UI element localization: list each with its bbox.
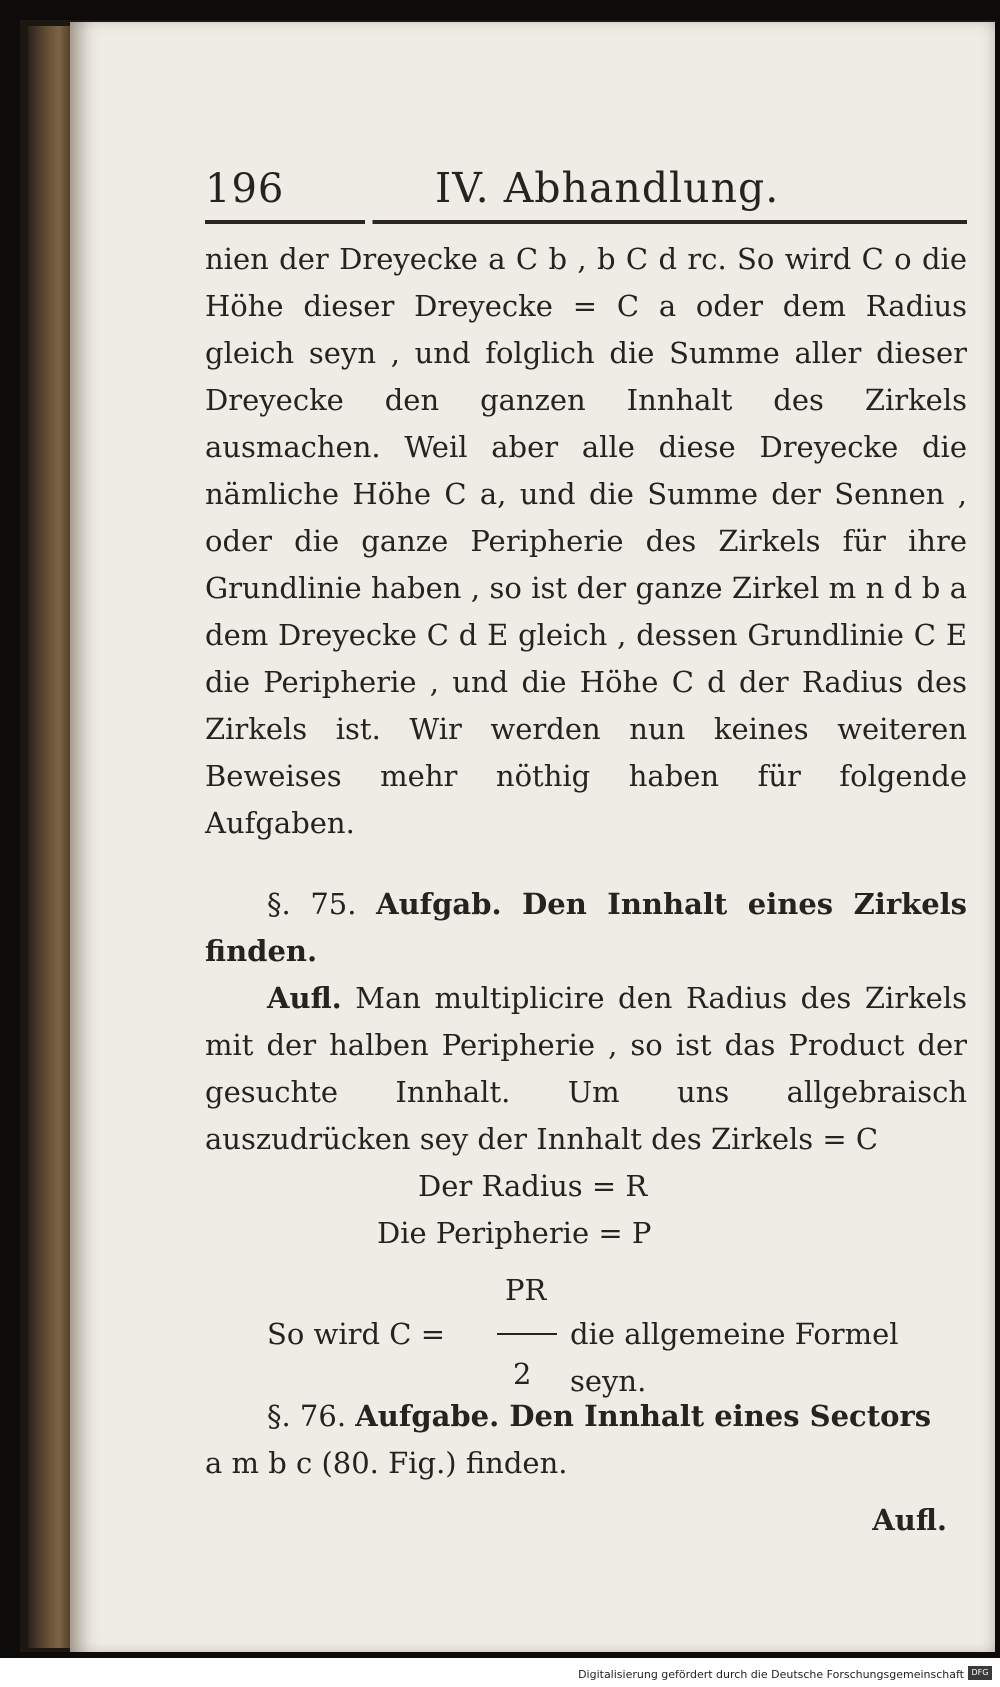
page-header (205, 152, 967, 214)
equation-peripherie: Die Peripherie = P (377, 1216, 652, 1250)
solution-label: Aufl. (267, 981, 342, 1015)
formula-numerator: PR (505, 1273, 547, 1307)
area-formula (205, 1263, 967, 1398)
page-number: 196 (205, 166, 285, 212)
formula-left: So wird C = (267, 1317, 445, 1351)
equation-radius: Der Radius = R (418, 1169, 648, 1203)
page-body (205, 236, 967, 1544)
dfg-logo: DFG (968, 1666, 992, 1680)
book-spine-edge (28, 26, 72, 1648)
section-75-number: §. 75. (267, 887, 357, 921)
page-content (205, 152, 967, 1544)
formula-right: die allgemeine Formel seyn. (570, 1317, 899, 1398)
section-76-continuation: a m b c (80. Fig.) finden. (205, 1446, 568, 1480)
fraction-bar (497, 1333, 557, 1335)
section-76-number: §. 76. (267, 1399, 347, 1433)
section-75-heading (205, 881, 967, 975)
equation-peripherie-line (205, 1210, 967, 1257)
solution-text: Man multiplicire den Radius des Zirkels mit der halben Peripherie , so ist das Product der gesuchte Innhalt. Um uns allgebraisch auszudrücken sey der Innhalt des Zirkels = C (205, 981, 968, 1156)
section-75-title: Aufgab. Den Innhalt eines Zirkels finden. (205, 887, 967, 968)
equation-radius-line (205, 1163, 967, 1210)
header-rule (205, 220, 967, 224)
section-76-title: Aufgabe. Den Innhalt eines Sectors (355, 1399, 932, 1433)
catchword: Aufl. (872, 1503, 947, 1537)
formula-denominator: 2 (513, 1357, 532, 1391)
book-page (70, 22, 995, 1652)
running-title: IV. Abhandlung. (435, 164, 780, 212)
digitization-footer (0, 1658, 1000, 1687)
paragraph-proof: nien der Dreyecke a C b , b C d rc. So wird C o die Höhe dieser Dreyecke = C a oder dem Radius gleich seyn , und folglich die Summe aller dieser Dreyecke den ganzen Innhalt des Zirkels ausmachen. Weil aber alle diese Dreyecke die nämliche Höhe C a, und die Summe der Sennen , oder die ganze Peripherie des Zirkels für ihre Grundlinie haben , so ist der ganze Zirkel m n d b a dem Dreyecke C d E gleich , dessen Grundlinie C E die Peripherie , und die Höhe C d der Radius des Zirkels ist. Wir werden nun keines weiteren Beweises mehr nöthig haben für folgende Aufgaben. (205, 242, 967, 840)
paragraph-solution (205, 975, 967, 1163)
footer-credit: Digitalisierung gefördert durch die Deutsche Forschungsgemeinschaft (578, 1668, 964, 1681)
